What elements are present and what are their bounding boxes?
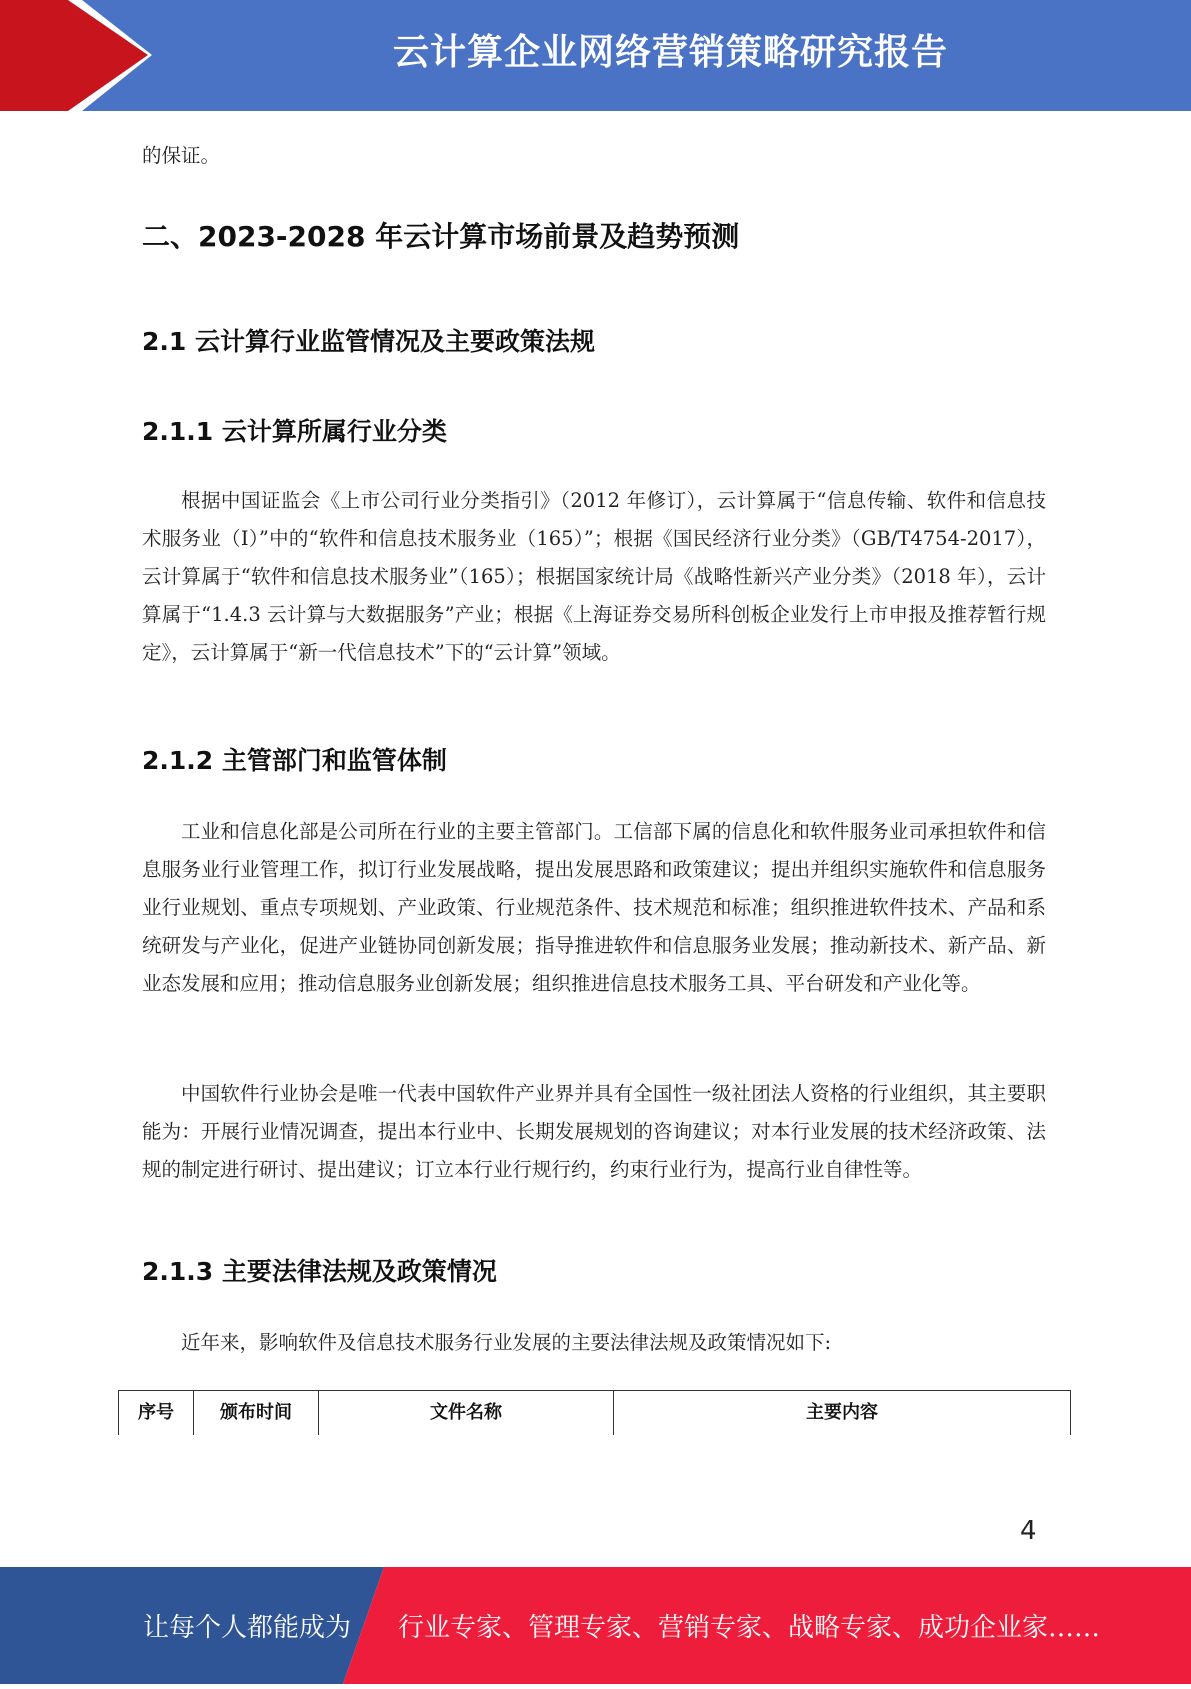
page-number: 4 xyxy=(1020,1516,1037,1546)
table-header-cell: 主要内容 xyxy=(613,1391,1071,1435)
page-footer xyxy=(0,1567,1191,1684)
paragraph-policy-intro: 近年来，影响软件及信息技术服务行业发展的主要法律法规及政策情况如下: xyxy=(181,1331,832,1354)
subsection-heading-2-1-2: 2.1.2 主管部门和监管体制 xyxy=(142,746,447,775)
policy-table-header xyxy=(118,1390,1071,1435)
table-header-cell: 文件名称 xyxy=(318,1391,613,1435)
table-header-cell: 序号 xyxy=(118,1391,193,1435)
section-heading: 二、2023-2028 年云计算市场前景及趋势预测 xyxy=(142,220,740,253)
paragraph-classification: 根据中国证监会《上市公司行业分类指引》（2012 年修订），云计算属于“信息传输、软件和信息技术服务业（I）”中的“软件和信息技术服务业（165）”；根据《国民经济行业分类》（GB/T4754-2017）， 云计算属于“软件和信息技术服务业”（165）；根据国家统计局《战略性新兴产业分类》（2018 年），云计算属于“1.4.3 云计算与大数据服务”产业；根据《上海证券交易所科创板企业发行上市申报及推荐暂行规定》，云计算属于“新一代信息技术”下的“云计算”领域。 xyxy=(142,489,1046,664)
paragraph-association: 中国软件行业协会是唯一代表中国软件产业界并具有全国性一级社团法人资格的行业组织，其主要职能为：开展行业情况调查，提出本行业中、长期发展规划的咨询建议；对本行业发展的技术经济政策、法规的制定进行研讨、提出建议；订立本行业行规行约，约束行业行为，提高行业自律性等。 xyxy=(142,1082,1046,1181)
header-title: 云计算企业网络营销策略研究报告 xyxy=(392,32,948,73)
table-header-cell: 颁布时间 xyxy=(193,1391,318,1435)
paragraph-authority: 工业和信息化部是公司所在行业的主要主管部门。工信部下属的信息化和软件服务业司承担软件和信息服务业行业管理工作，拟订行业发展战略，提出发展思路和政策建议；提出并组织实施软件和信息服务业行业规划、重点专项规划、产业政策、行业规范条件、技术规范和标准；组织推进软件技术、产品和系统研发与产业化，促进产业链协同创新发展；指导推进软件和信息服务业发展；推动新技术、新产品、新业态发展和应用；推动信息服务业创新发展；组织推进信息技术服务工具、平台研发和产业化等。 xyxy=(142,820,1046,995)
page-header xyxy=(0,0,1191,111)
subsection-heading-2-1: 2.1 云计算行业监管情况及主要政策法规 xyxy=(142,327,595,356)
footer-slogan-left: 让每个人都能成为 xyxy=(143,1613,352,1643)
footer-slogan-right: 行业专家、管理专家、营销专家、战略专家、成功企业家…… xyxy=(398,1613,1101,1643)
subsection-heading-2-1-3: 2.1.3 主要法律法规及政策情况 xyxy=(142,1257,497,1286)
intro-tail-text: 的保证。 xyxy=(142,144,221,167)
subsection-heading-2-1-1: 2.1.1 云计算所属行业分类 xyxy=(142,417,447,446)
